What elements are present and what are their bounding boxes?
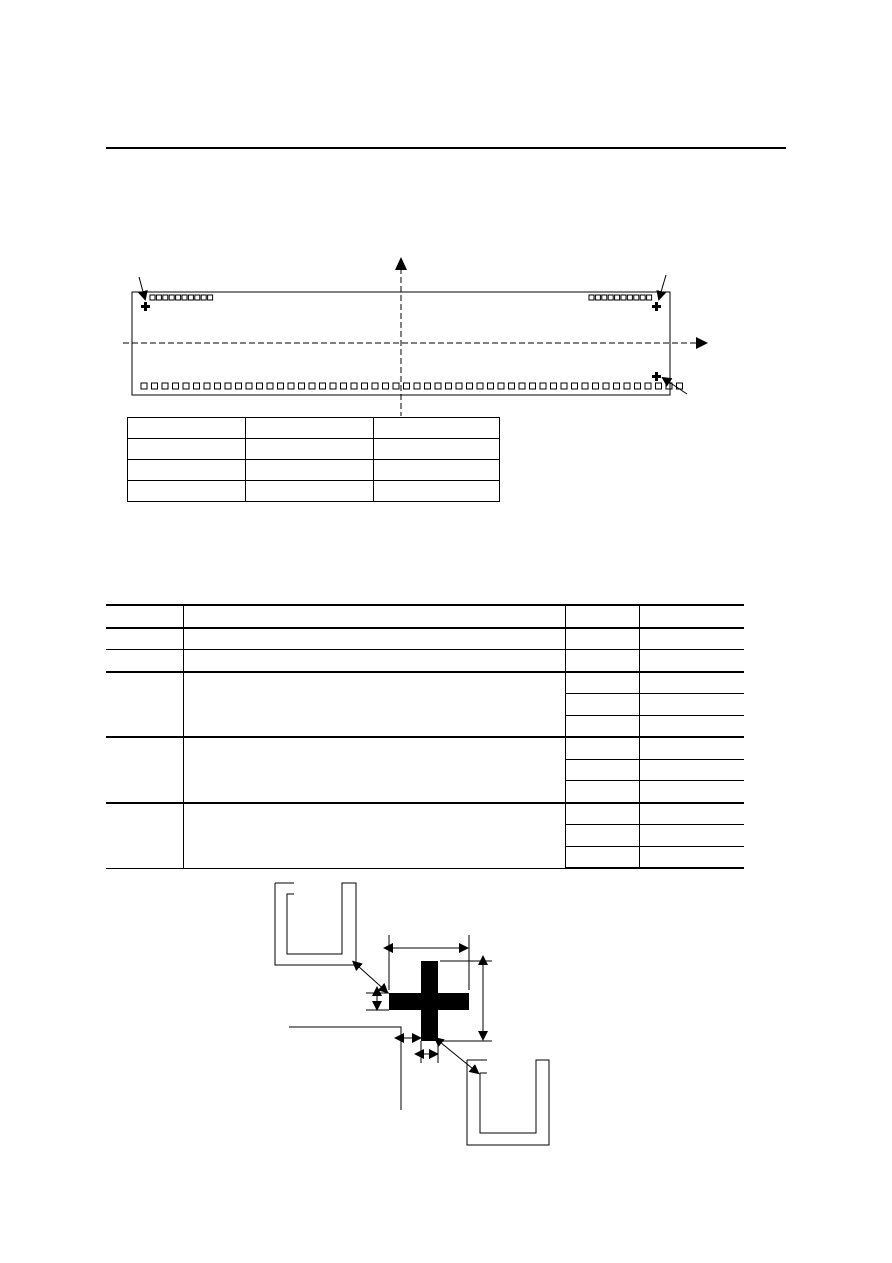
pad <box>509 383 515 389</box>
pad <box>201 295 206 300</box>
pad <box>446 383 452 389</box>
pad <box>467 383 473 389</box>
pad <box>404 383 410 389</box>
pad <box>278 383 284 389</box>
pad <box>141 383 147 389</box>
pad <box>156 295 161 300</box>
pad <box>246 383 252 389</box>
pad <box>309 383 315 389</box>
pad <box>589 295 594 300</box>
pad <box>173 383 179 389</box>
pad <box>236 383 242 389</box>
pad <box>194 383 200 389</box>
pad <box>163 295 168 300</box>
pad <box>608 295 613 300</box>
pad <box>150 295 155 300</box>
table-row <box>106 628 744 650</box>
pad <box>414 383 420 389</box>
pad <box>561 383 567 389</box>
x-axis-arrow-icon <box>696 337 708 349</box>
pad <box>615 295 620 300</box>
pad <box>647 295 652 300</box>
alignment-mark-top-left <box>139 277 150 311</box>
table-row <box>128 439 500 460</box>
pad <box>477 383 483 389</box>
pad <box>162 383 168 389</box>
pad <box>152 383 158 389</box>
pad <box>488 383 494 389</box>
pad <box>624 383 630 389</box>
pad <box>593 383 599 389</box>
table-row <box>128 481 500 502</box>
pad <box>614 383 620 389</box>
pad <box>603 383 609 389</box>
small-table <box>127 417 500 502</box>
table-row <box>106 650 744 672</box>
pad <box>425 383 431 389</box>
pad <box>225 383 231 389</box>
leader-upper <box>358 966 387 992</box>
pad <box>188 295 193 300</box>
pad-row-top-right <box>589 295 652 300</box>
pad <box>540 383 546 389</box>
pad <box>195 295 200 300</box>
pad <box>621 295 626 300</box>
pad <box>635 383 641 389</box>
pad <box>169 295 174 300</box>
pad-row-bottom <box>141 383 683 389</box>
dimension-bar-thickness-h <box>366 993 389 1010</box>
pad <box>288 383 294 389</box>
pad-row-top-left <box>150 295 213 300</box>
pad <box>519 383 525 389</box>
pad <box>634 295 639 300</box>
pad <box>257 383 263 389</box>
pad <box>204 383 210 389</box>
pad <box>640 295 645 300</box>
pad <box>627 295 632 300</box>
table-row <box>106 803 744 825</box>
pad <box>215 383 221 389</box>
table-header-row <box>106 605 744 628</box>
spec-table <box>106 604 744 869</box>
mark-detail-lower-bracket <box>467 1060 549 1145</box>
table-row <box>128 460 500 481</box>
y-axis-arrow-icon <box>395 257 407 270</box>
pad <box>183 383 189 389</box>
table-row <box>106 672 744 694</box>
table-row <box>128 418 500 439</box>
pad <box>299 383 305 389</box>
dimension-bar-thickness-v <box>421 1041 438 1063</box>
pad <box>602 295 607 300</box>
pad <box>435 383 441 389</box>
pad <box>530 383 536 389</box>
alignment-mark-top-right <box>652 275 666 311</box>
pad <box>330 383 336 389</box>
pad <box>551 383 557 389</box>
pad <box>383 383 389 389</box>
pad <box>208 295 213 300</box>
pad <box>572 383 578 389</box>
pad <box>595 295 600 300</box>
pad <box>320 383 326 389</box>
pad <box>582 383 588 389</box>
pad <box>393 383 399 389</box>
pad <box>267 383 273 389</box>
mark-detail-upper-bracket <box>275 883 356 965</box>
table-row <box>106 737 744 759</box>
pad <box>372 383 378 389</box>
pad <box>176 295 181 300</box>
pad <box>645 383 651 389</box>
pad <box>182 295 187 300</box>
pad <box>656 383 662 389</box>
pad <box>351 383 357 389</box>
pad <box>341 383 347 389</box>
pad <box>498 383 504 389</box>
dimension-offset <box>289 1027 420 1110</box>
pad <box>456 383 462 389</box>
leader-lower <box>440 1042 478 1073</box>
pad <box>362 383 368 389</box>
